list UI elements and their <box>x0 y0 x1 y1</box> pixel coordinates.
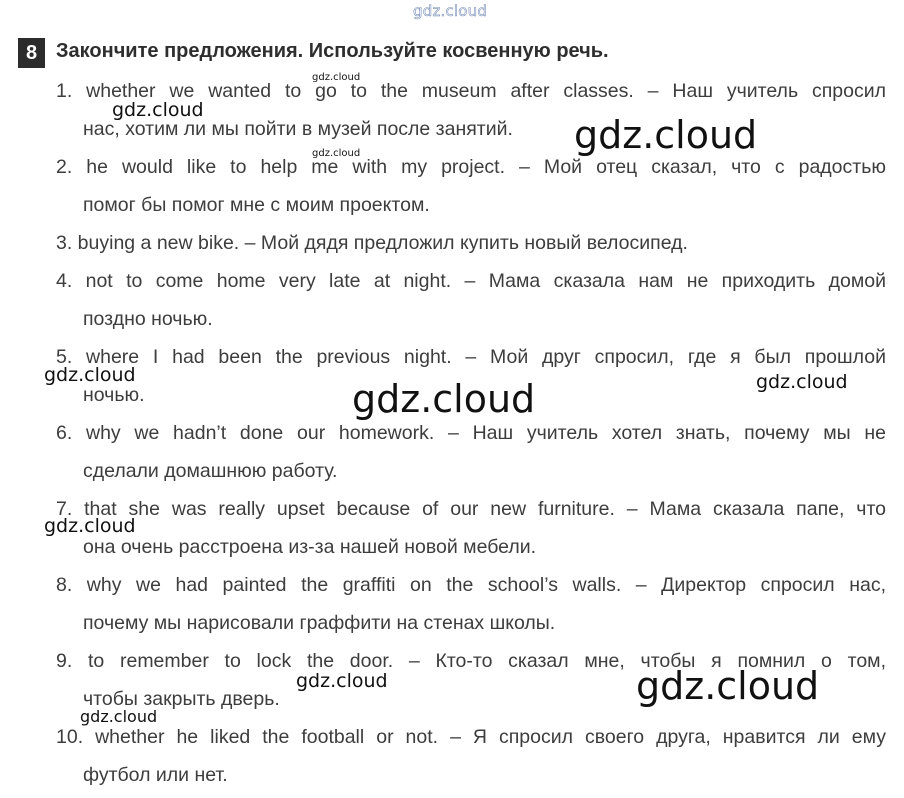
answer-line: помог бы помог мне с моим проектом. <box>83 194 430 216</box>
answer-item-6 <box>56 414 886 490</box>
task-number-badge: 8 <box>18 38 45 68</box>
answer-line: 7. that she was really upset because of our new furniture. – Мама сказала папе, что <box>56 498 886 520</box>
site-header-logo[interactable]: gdz.cloud <box>413 2 488 20</box>
watermark: gdz.cloud <box>312 148 361 159</box>
answer-line: 5. where I had been the previous night. – Мой друг спросил, где я был прошлой <box>56 346 886 368</box>
watermark: gdz.cloud <box>312 72 361 83</box>
answer-line: 3. buying a new bike. – Мой дядя предложил купить новый велосипед. <box>56 232 688 254</box>
answer-item-8 <box>56 566 886 642</box>
watermark: gdz.cloud <box>44 364 136 386</box>
answer-line: она очень расстроена из-за нашей новой мебели. <box>83 536 537 558</box>
answer-item-3 <box>56 224 886 262</box>
task-title: Закончите предложения. Используйте косвенную речь. <box>56 40 609 62</box>
answer-line: 2. he would like to help me with my project. – Мой отец сказал, что с радостью <box>56 156 886 178</box>
answer-line: 9. to remember to lock the door. – Кто-то сказал мне, чтобы я помнил о том, <box>56 650 886 672</box>
watermark: gdz.cloud <box>80 707 158 726</box>
watermark: gdz.cloud <box>112 99 204 121</box>
answer-line: футбол или нет. <box>83 764 228 786</box>
answer-line: 4. not to come home very late at night. – Мама сказала нам не приходить домой <box>56 270 886 292</box>
answer-line: 8. why we had painted the graffiti on the school’s walls. – Директор спросил нас, <box>56 574 886 596</box>
answer-line: 1. whether we wanted to go to the museum after classes. – Наш учитель спросил <box>56 80 886 102</box>
answer-item-10 <box>56 718 886 794</box>
answer-line: ночью. <box>83 384 145 406</box>
answer-line: поздно ночью. <box>83 308 213 330</box>
watermark: gdz.cloud <box>44 515 136 537</box>
watermark: gdz.cloud <box>296 670 388 692</box>
answer-line: 10. whether he liked the football or not. – Я спросил своего друга, нравится ли ему <box>56 726 886 748</box>
watermark: gdz.cloud <box>352 377 536 421</box>
watermark: gdz.cloud <box>574 113 758 157</box>
watermark: gdz.cloud <box>636 664 820 708</box>
answer-line: 6. why we hadn’t done our homework. – Наш учитель хотел знать, почему мы не <box>56 422 886 444</box>
answer-line: сделали домашнюю работу. <box>83 460 338 482</box>
answer-item-2 <box>56 148 886 224</box>
answer-line: чтобы закрыть дверь. <box>83 688 280 710</box>
watermark: gdz.cloud <box>756 371 848 393</box>
answer-line: нас, хотим ли мы пойти в музей после занятий. <box>83 118 513 140</box>
answer-line: почему мы нарисовали граффити на стенах школы. <box>83 612 556 634</box>
answer-item-7 <box>56 490 886 566</box>
answer-item-4 <box>56 262 886 338</box>
